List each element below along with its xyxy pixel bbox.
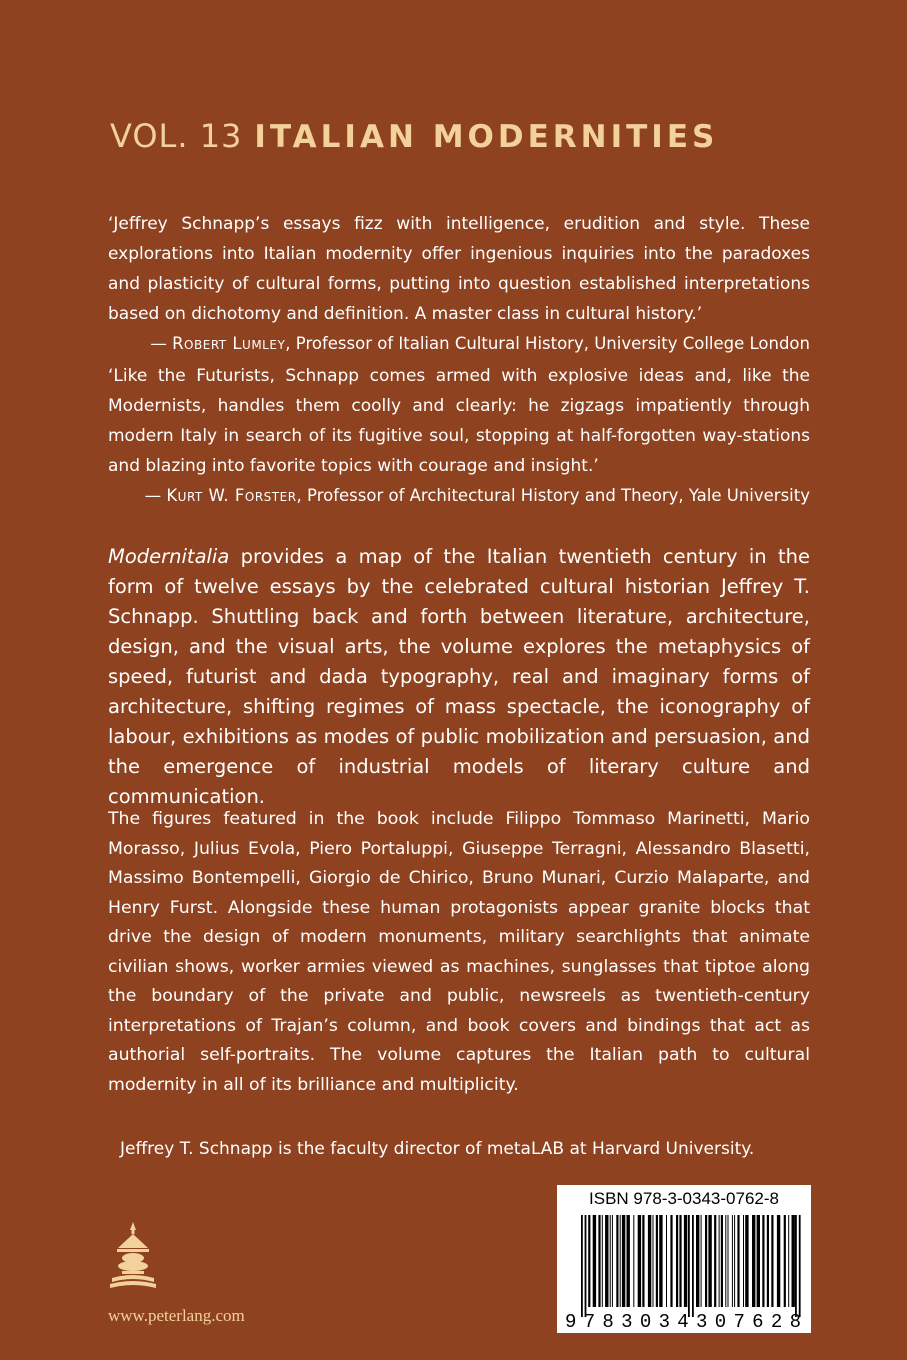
quote-text: ‘Jeffrey Schnapp’s essays fizz with intelligence, erudition and style. These explorations into Italian modernity offer ingenious inquiries into the paradoxes and plasticity of cultural forms, putting into question established interpretations based on dichotomy and definition. A master class in cultural history.’ — [108, 214, 810, 324]
peter-lang-logo — [108, 1222, 158, 1292]
barcode — [563, 1213, 805, 1331]
barcode-bar — [705, 1215, 707, 1307]
barcode-bar — [585, 1215, 587, 1317]
barcode-bar — [676, 1215, 678, 1307]
barcode-bar — [633, 1215, 634, 1307]
barcode-bar — [734, 1215, 735, 1307]
barcode-bar — [627, 1215, 630, 1307]
barcode-bar — [737, 1215, 739, 1307]
barcode-bar — [719, 1215, 720, 1307]
book-description — [108, 542, 810, 812]
barcode-panel — [557, 1185, 811, 1333]
barcode-bar — [745, 1215, 748, 1307]
barcode-bar — [610, 1215, 611, 1307]
reviewer-affiliation: , Professor of Architectural History and Theory, Yale University — [296, 486, 810, 505]
barcode-bar — [679, 1215, 681, 1307]
isbn-label: ISBN 978-3-0343-0762-8 — [589, 1189, 779, 1208]
barcode-bar — [659, 1215, 662, 1307]
barcode-bar — [684, 1215, 687, 1307]
series-name: ITALIAN MODERNITIES — [254, 119, 719, 155]
barcode-bar — [701, 1215, 702, 1307]
barcode-bar — [648, 1215, 651, 1307]
barcode-bar — [743, 1215, 744, 1307]
barcode-bar — [620, 1215, 621, 1307]
book-figures-paragraph: The figures featured in the book include Filippo Tommaso Marinetti, Mario Morasso, Julius Evola, Piero Portaluppi, Giuseppe Terragni, Alessandro Blasetti, Massimo Bontempelli, Giorgio de Chirico, Bruno Munari, Curzio Malaparte, and Henry Furst. Alongside these human protagonists appear granite blocks that drive the design of modern monuments, military searchlights that animate civilian shows, worker armies viewed as machines, sunglasses that tiptoe along the boundary of the private and public, newsreels as twentieth-century interpretations of Trajan’s column, and book covers and bindings that act as authorial self-portraits. The volume captures the Italian path to cultural modernity in all of its brilliance and multiplicity. — [108, 809, 810, 1095]
book-title: Modernitalia — [108, 545, 230, 568]
barcode-bar — [656, 1215, 658, 1307]
reviewer-affiliation: , Professor of Italian Cultural History, University College London — [285, 334, 810, 353]
reviewer-name: Robert Lumley — [172, 334, 286, 353]
description-text: provides a map of the Italian twentieth century in the form of twelve essays by the celebrated cultural historian Jeffrey T. Schnapp. Shuttling back and forth between literature, architecture, design, and the visual arts, the volume explores the metaphysics of speed, futurist and dada typography, real and imaginary forms of architecture, shifting regimes of mass spectacle, the iconography of labour, exhibitions as modes of public mobilization and persuasion, and the emergence of industrial models of literary culture and communication. — [108, 545, 810, 808]
series-heading — [110, 114, 830, 159]
barcode-digits: 9783034307628 — [565, 1311, 801, 1331]
barcode-bar — [784, 1215, 786, 1307]
barcode-bar — [714, 1215, 716, 1307]
barcode-bar — [767, 1215, 769, 1307]
barcode-bar — [581, 1215, 583, 1317]
barcode-bar — [616, 1215, 618, 1307]
barcode-bar — [788, 1215, 789, 1307]
barcode-bar — [598, 1215, 600, 1307]
author-bio: Jeffrey T. Schnapp is the faculty director of metaLAB at Harvard University. — [120, 1139, 755, 1159]
barcode-bar — [612, 1215, 613, 1307]
barcode-bar — [725, 1215, 726, 1307]
barcode-bar — [777, 1215, 780, 1307]
barcode-bar — [692, 1215, 694, 1317]
barcode-bar — [721, 1215, 723, 1307]
publisher-website: www.peterlang.com — [108, 1306, 245, 1325]
barcode-bar — [670, 1215, 672, 1307]
barcode-bar — [605, 1215, 608, 1307]
review-quote-1 — [108, 209, 810, 359]
barcode-bar — [728, 1215, 729, 1307]
barcode-bar — [588, 1215, 590, 1307]
barcode-bar — [653, 1215, 654, 1307]
barcode-bar — [688, 1215, 690, 1317]
barcode-bar — [638, 1215, 641, 1307]
barcode-bar — [593, 1215, 596, 1307]
barcode-bar — [732, 1215, 733, 1307]
barcode-bar — [602, 1215, 603, 1307]
barcode-bar — [795, 1215, 797, 1317]
barcode-bar — [752, 1215, 755, 1307]
barcode-bar — [771, 1215, 773, 1307]
attribution-dash: — — [144, 486, 167, 505]
barcode-bar — [792, 1215, 795, 1307]
review-quote-2 — [108, 361, 810, 511]
barcode-bar — [696, 1215, 699, 1307]
barcode-bar — [642, 1215, 644, 1307]
quote-text: ‘Like the Futurists, Schnapp comes armed with explosive ideas and, like the Modernists, handles them coolly and clearly: he zigzags impatiently through modern Italy in search of its fugitive soul, stopping at half-forgotten way-stations and blazing into favorite topics with courage and insight.’ — [108, 366, 810, 476]
reviewer-name: Kurt W. Forster — [166, 486, 297, 505]
quote-attribution — [108, 329, 810, 359]
series-volume: VOL. 13 — [110, 117, 243, 155]
barcode-bar — [762, 1215, 764, 1307]
barcode-bar — [757, 1215, 760, 1307]
attribution-dash: — — [150, 334, 173, 353]
barcode-bar — [666, 1215, 667, 1307]
barcode-bar — [708, 1215, 711, 1307]
barcode-bar — [622, 1215, 625, 1307]
quote-attribution — [108, 481, 810, 511]
barcode-bar — [799, 1215, 801, 1317]
